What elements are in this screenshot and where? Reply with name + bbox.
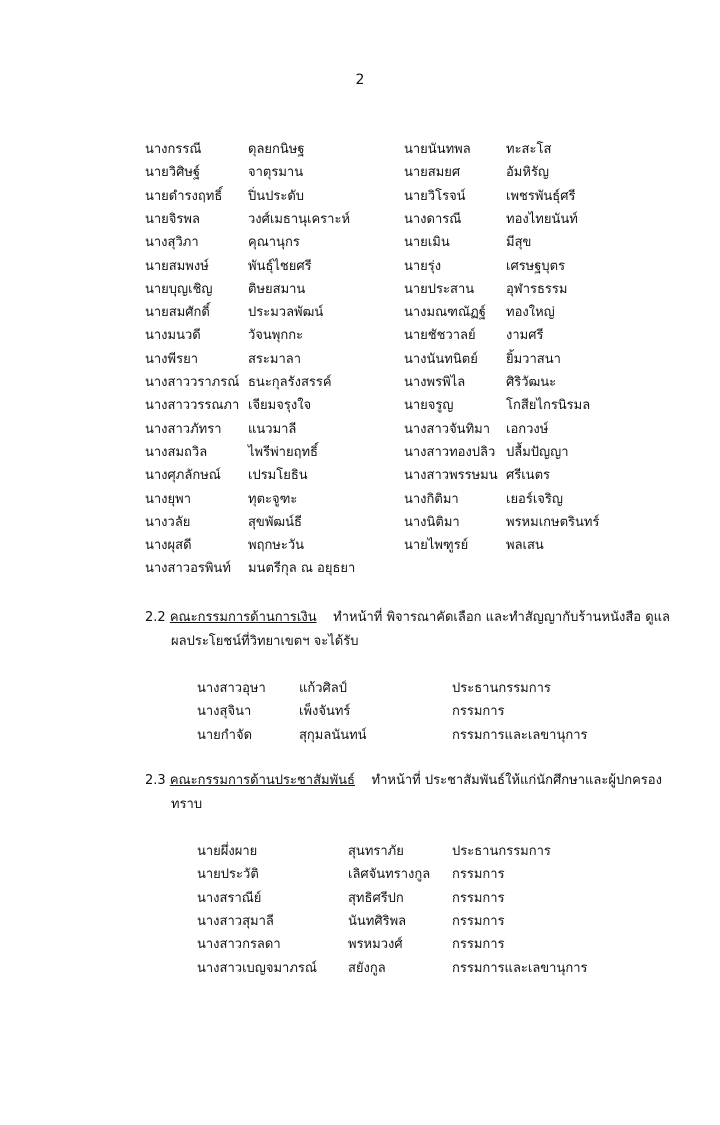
- member-last-name: มีสุข: [506, 235, 532, 251]
- section-number: 2.3: [145, 773, 166, 788]
- member-first-name: นายบุญเชิญ: [145, 281, 213, 297]
- member-last-name: มนตรีกุล ณ อยุธยา: [248, 561, 356, 577]
- committee-last-name: เพ็งจันทร์: [299, 704, 351, 720]
- committee-role: กรรมการและเลขานุการ: [452, 727, 588, 743]
- member-last-name: อัมหิรัญ: [506, 165, 550, 181]
- committee-first-name: นางสุจินา: [197, 704, 252, 720]
- member-first-name: นางศุภลักษณ์: [145, 468, 221, 484]
- committee-last-name: เลิศจันทรางกูล: [348, 867, 431, 883]
- member-first-name: นายสมศักดิ์: [145, 305, 210, 321]
- member-last-name: พรหมเกษตรินทร์: [506, 514, 600, 530]
- section-pr-committee: [145, 769, 685, 817]
- member-first-name: นายวิโรจน์: [404, 188, 466, 204]
- page-number: 2: [355, 72, 365, 88]
- member-last-name: ติษยสมาน: [248, 281, 306, 297]
- member-last-name: อุฬารธรรม: [506, 281, 568, 297]
- member-last-name: พฤกษะวัน: [248, 538, 305, 554]
- member-first-name: นางมณฑณัฏฐ์: [404, 305, 486, 321]
- member-first-name: นางสาววราภรณ์: [145, 375, 240, 390]
- member-last-name: งามศรี: [506, 328, 544, 344]
- member-last-name: สุขพัฒน์ธี: [248, 514, 302, 530]
- member-first-name: นายนันทพล: [404, 142, 471, 157]
- member-last-name: เยอร์เจริญ: [506, 491, 563, 507]
- committee-first-name: นางสราณีย์: [197, 890, 262, 906]
- member-last-name: ประมวลพัฒน์: [248, 305, 324, 321]
- member-last-name: เอกวงษ์: [506, 421, 549, 437]
- member-last-name: วัจนพุกกะ: [248, 328, 304, 344]
- member-first-name: นางดารณี: [404, 211, 462, 227]
- section-text: ทำหน้าที่ พิจารณาคัดเลือก และทำสัญญากับร้านหนังสือ ดูแล: [333, 610, 670, 625]
- member-first-name: นายวิศิษฐ์: [145, 165, 201, 181]
- section-finance-committee: [145, 606, 685, 654]
- member-last-name: เศรษฐบุตร: [506, 258, 566, 274]
- committee-role: กรรมการ: [452, 704, 505, 720]
- section-text-continued: ผลประโยชน์ที่วิทยาเขตฯ จะได้รับ: [171, 634, 359, 649]
- member-first-name: นางผุสดี: [145, 538, 192, 554]
- section-number: 2.2: [145, 610, 166, 625]
- member-first-name: นายดำรงฤทธิ์: [145, 188, 223, 204]
- section-text-continued: ทราบ: [171, 797, 203, 812]
- section-text: ทำหน้าที่ ประชาสัมพันธ์ให้แก่นักศึกษาและผู้ปกครอง: [371, 773, 662, 788]
- member-first-name: นางกรรณี: [145, 142, 202, 157]
- member-first-name: นางยุพา: [145, 491, 192, 507]
- committee-role: ประธานกรรมการ: [452, 844, 551, 859]
- committee-last-name: สุกุมลนันทน์: [299, 727, 367, 743]
- member-last-name: ทุตะจูฑะ: [248, 491, 298, 507]
- committee-role: กรรมการ: [452, 890, 505, 906]
- member-first-name: นายสมยศ: [404, 165, 461, 181]
- committee-role: ประธานกรรมการ: [452, 681, 551, 696]
- committee-first-name: นางสาวอุษา: [197, 681, 266, 696]
- committee-role: กรรมการ: [452, 867, 505, 883]
- member-last-name: ดุลยกนิษฐ: [248, 142, 305, 157]
- committee-last-name: นันทศิริพล: [348, 913, 407, 929]
- member-last-name: เปรมโยธิน: [248, 468, 308, 484]
- committee-first-name: นางสาวสุมาลี: [197, 913, 274, 929]
- member-first-name: นางนิติมา: [404, 514, 460, 530]
- member-last-name: วงศ์เมธานุเคราะห์: [248, 211, 351, 227]
- member-first-name: นางมนวดี: [145, 328, 201, 344]
- member-last-name: ไพรีพ่ายฤทธิ์: [248, 444, 318, 460]
- member-first-name: นางวลัย: [145, 514, 191, 530]
- committee-last-name: สยังกูล: [348, 960, 386, 976]
- member-last-name: พลเสน: [506, 538, 544, 554]
- section-heading: คณะกรรมการด้านประชาสัมพันธ์: [169, 773, 355, 788]
- committee-last-name: แก้วศิลป์: [299, 681, 348, 696]
- committee-role: กรรมการและเลขานุการ: [452, 960, 588, 976]
- member-first-name: นางนันทนิตย์: [404, 351, 478, 367]
- member-first-name: นายไพฑูรย์: [404, 538, 469, 554]
- committee-role: กรรมการ: [452, 937, 505, 953]
- committee-first-name: นายผึ่งผาย: [197, 844, 258, 859]
- member-last-name: ปิ่นประดับ: [248, 188, 305, 204]
- committee-first-name: นายกำจัด: [197, 727, 253, 743]
- section-heading: คณะกรรมการด้านการเงิน: [169, 610, 317, 625]
- member-last-name: เจียมจรุงใจ: [248, 398, 312, 414]
- member-last-name: ยิ้มวาสนา: [506, 351, 561, 367]
- member-first-name: นายสมพงษ์: [145, 258, 209, 274]
- member-first-name: นางสาวทองปลิว: [404, 444, 496, 460]
- member-last-name: คุณานุกร: [248, 235, 300, 251]
- member-last-name: ทะสะโส: [506, 142, 552, 157]
- member-first-name: นางสาวอรพินท์: [145, 561, 231, 577]
- committee-role: กรรมการ: [452, 913, 505, 929]
- member-first-name: นายชัชวาลย์: [404, 328, 476, 344]
- member-last-name: ศรีเนตร: [506, 468, 550, 484]
- member-last-name: ธนะกุลรังสรรค์: [248, 375, 332, 390]
- member-last-name: ศิริวัฒนะ: [506, 375, 557, 390]
- member-last-name: ทองใหญ่: [506, 305, 555, 321]
- member-first-name: นางสุวิภา: [145, 235, 199, 251]
- member-first-name: นางกิติมา: [404, 491, 459, 507]
- committee-first-name: นางสาวกรลดา: [197, 937, 281, 953]
- member-last-name: พันธุ์ไชยศรี: [248, 258, 312, 274]
- member-last-name: แนวมาลี: [248, 421, 297, 437]
- member-first-name: นายประสาน: [404, 281, 475, 297]
- member-first-name: นายเมิน: [404, 235, 450, 251]
- member-last-name: สระมาลา: [248, 351, 302, 367]
- member-last-name: เพชรพันธุ์ศรี: [506, 188, 576, 204]
- committee-last-name: สุนทราภัย: [348, 844, 404, 859]
- committee-first-name: นางสาวเบญจมาภรณ์: [197, 960, 317, 976]
- member-first-name: นางพีรยา: [145, 351, 199, 367]
- member-first-name: นางสาวพรรษมน: [404, 468, 498, 484]
- member-first-name: นางพรพิไล: [404, 375, 466, 390]
- committee-first-name: นายประวัติ: [197, 867, 259, 883]
- member-first-name: นายจิรพล: [145, 211, 200, 227]
- committee-last-name: พรหมวงศ์: [348, 937, 403, 953]
- member-first-name: นางสาวภัทรา: [145, 421, 222, 437]
- member-first-name: นายรุ่ง: [404, 258, 442, 274]
- member-last-name: โกสียไกรนิรมล: [506, 398, 591, 414]
- member-first-name: นางสาวจันทิมา: [404, 421, 491, 437]
- member-last-name: จาตุรมาน: [248, 165, 304, 181]
- committee-last-name: สุทธิศรีปก: [348, 890, 404, 906]
- member-first-name: นางสมถวิล: [145, 444, 208, 460]
- member-last-name: ทองไทยนันท์: [506, 211, 578, 227]
- member-first-name: นายจรูญ: [404, 398, 454, 414]
- member-first-name: นางสาววรรณภา: [145, 398, 240, 414]
- member-last-name: ปลื้มปัญญา: [506, 444, 569, 460]
